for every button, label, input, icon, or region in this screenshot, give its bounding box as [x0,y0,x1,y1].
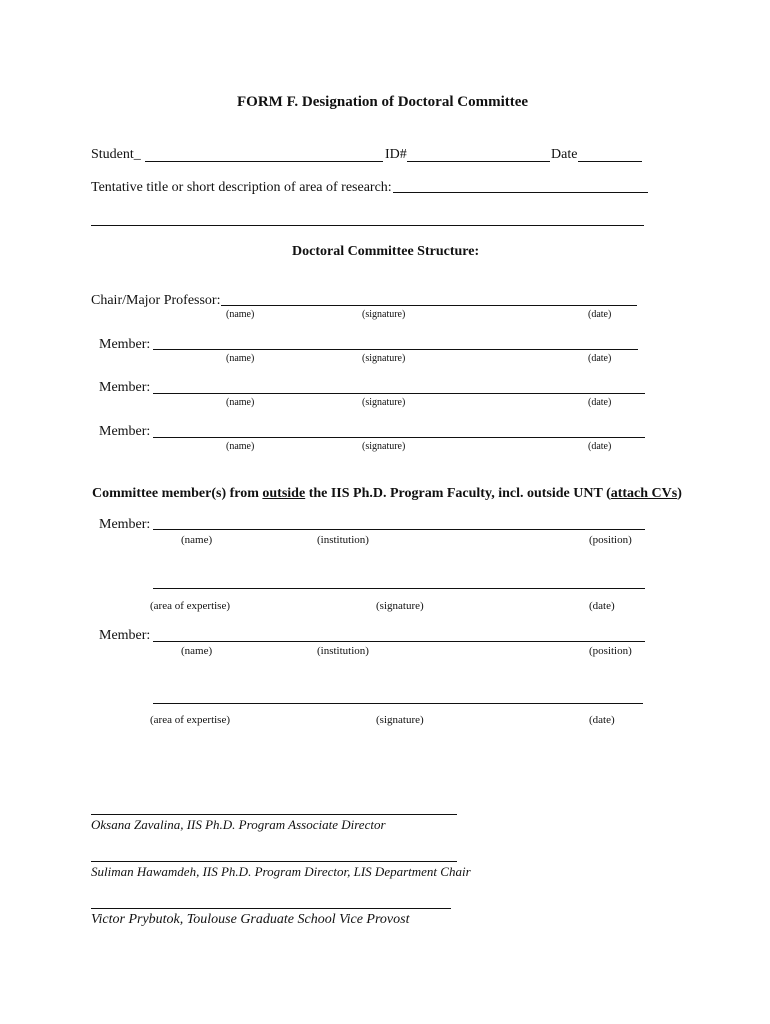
chair-signature-caption: (signature) [362,309,406,320]
outside-heading-part-5: ) [677,486,682,501]
research-line-1[interactable] [393,192,648,193]
outside-1-position-caption: (position) [589,534,632,546]
member-2-date-caption: (date) [588,397,612,408]
student-id-line[interactable] [407,161,550,162]
member-1-date-caption: (date) [588,353,612,364]
member-label-1: Member: [99,337,151,352]
outside-1-date-caption: (date) [589,600,615,612]
outside-1-name-caption: (name) [181,534,213,546]
chair-name-caption: (name) [226,309,255,320]
outside-1-signature-caption: (signature) [376,600,424,612]
member-line-1[interactable] [153,349,638,350]
outside-1-institution-caption: (institution) [317,534,369,546]
outside-2-position-caption: (position) [589,645,632,657]
signature-line-associate-director[interactable] [91,814,457,815]
outside-member-2-line[interactable] [153,641,645,642]
member-2-name-caption: (name) [226,397,255,408]
outside-member-1-line[interactable] [153,529,645,530]
outside-member-label-1: Member: [99,517,151,532]
outside-heading-part-1: Committee member(s) from [92,486,263,501]
member-label-3: Member: [99,424,151,439]
outside-2-expertise-caption: (area of expertise) [150,714,231,726]
member-2-signature-caption: (signature) [362,397,406,408]
student-date-line[interactable] [578,161,642,162]
signatory-vice-provost: Victor Prybutok, Toulouse Graduate School Vice Provost [91,912,410,927]
member-line-2[interactable] [153,393,645,394]
outside-2-name-caption: (name) [181,645,213,657]
student-name-line[interactable] [145,161,383,162]
date-label: Date [551,147,578,162]
member-3-date-caption: (date) [588,441,612,452]
research-label: Tentative title or short description of area of research: [91,180,392,195]
member-label-2: Member: [99,380,151,395]
chair-line[interactable] [221,305,637,306]
member-1-signature-caption: (signature) [362,353,406,364]
chair-date-caption: (date) [588,309,612,320]
signature-line-program-director[interactable] [91,861,457,862]
id-label: ID# [385,147,407,162]
signatory-program-director: Suliman Hawamdeh, IIS Ph.D. Program Director, LIS Department Chair [91,864,471,879]
outside-member-2-expertise-line[interactable] [153,703,643,704]
form-title: FORM F. Designation of Doctoral Committee [237,94,529,110]
member-3-signature-caption: (signature) [362,441,406,452]
outside-member-label-2: Member: [99,628,151,643]
outside-2-signature-caption: (signature) [376,714,424,726]
structure-heading: Doctoral Committee Structure: [292,244,480,259]
outside-1-expertise-caption: (area of expertise) [150,600,231,612]
outside-heading [92,486,682,502]
research-line-2[interactable] [91,225,644,226]
member-1-name-caption: (name) [226,353,255,364]
outside-2-date-caption: (date) [589,714,615,726]
outside-heading-part-3: the IIS Ph.D. Program Faculty, incl. outside UNT ( [305,486,611,501]
member-line-3[interactable] [153,437,645,438]
outside-emphasis: outside [262,486,306,501]
chair-label: Chair/Major Professor: [91,293,221,308]
signature-line-vice-provost[interactable] [91,908,451,909]
member-3-name-caption: (name) [226,441,255,452]
outside-member-1-expertise-line[interactable] [153,588,645,589]
signatory-associate-director: Oksana Zavalina, IIS Ph.D. Program Associate Director [91,817,386,832]
attach-cvs-emphasis: attach CVs [610,486,678,501]
student-label: Student_ [91,147,141,162]
outside-2-institution-caption: (institution) [317,645,369,657]
